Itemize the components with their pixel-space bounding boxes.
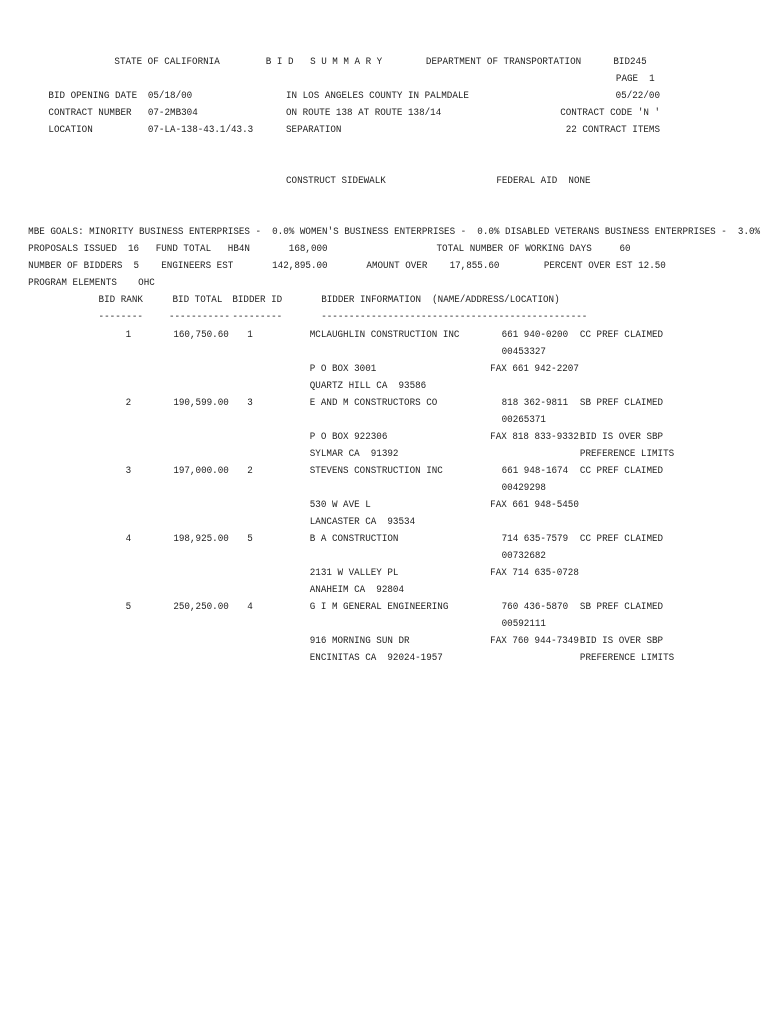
bidder-name: E AND M CONSTRUCTORS CO (309, 397, 438, 409)
preference-status: SB PREF CLAIMED (579, 397, 664, 409)
bidder-fax: FAX 661 948-5450 (490, 499, 579, 511)
preference-note: PREFERENCE LIMITS (579, 448, 675, 460)
bidder-city: QUARTZ HILL CA 93586 (309, 380, 427, 392)
bid-total: 198,925.00 (173, 533, 229, 545)
column-header-total: BID TOTAL (172, 294, 223, 306)
project-description-line-2: ON ROUTE 138 AT ROUTE 138/14 (286, 107, 442, 119)
preference-note: PREFERENCE LIMITS (579, 652, 675, 664)
bidder-phone: 661 940-0200 (501, 329, 569, 341)
page-number: PAGE 1 (615, 73, 655, 85)
bidders-summary: NUMBER OF BIDDERS 5 ENGINEERS EST 142,895.00 AMOUNT OVER 17,855.60 PERCENT OVER EST 12.50 (28, 260, 666, 272)
bidder-address: P O BOX 922306 (309, 431, 388, 443)
bidder-license-number: 00453327 (501, 346, 546, 358)
bidder-city: ANAHEIM CA 92804 (309, 584, 405, 596)
bid-total: 197,000.00 (173, 465, 229, 477)
bidder-id: 5 (247, 533, 253, 545)
contract-number-value: 07-2MB304 (147, 107, 198, 119)
contract-items-count: 22 CONTRACT ITEMS (565, 124, 660, 136)
bidder-license-number: 00429298 (501, 482, 546, 494)
preference-status: CC PREF CLAIMED (579, 465, 664, 477)
preference-status: CC PREF CLAIMED (579, 329, 664, 341)
bid-rank: 5 (125, 601, 132, 613)
bidder-name: STEVENS CONSTRUCTION INC (309, 465, 443, 477)
bidder-phone: 714 635-7579 (501, 533, 569, 545)
bidder-id: 3 (247, 397, 253, 409)
bid-opening-label: BID OPENING DATE (48, 90, 138, 102)
bidder-license-number: 00265371 (501, 414, 546, 426)
bidder-fax: FAX 760 944-7349 (490, 635, 579, 647)
bid-rank: 3 (125, 465, 132, 477)
bid-rank: 4 (125, 533, 132, 545)
column-rule-total: ----------- (168, 311, 230, 323)
preference-note: BID IS OVER SBP (579, 431, 664, 443)
bidder-name: B A CONSTRUCTION (309, 533, 399, 545)
column-header-bidder-info: BIDDER INFORMATION (NAME/ADDRESS/LOCATION) (321, 294, 560, 306)
location-label: LOCATION (48, 124, 93, 136)
preference-note: BID IS OVER SBP (579, 635, 664, 647)
column-rule-rank: -------- (98, 311, 143, 323)
bidder-address: 916 MORNING SUN DR (309, 635, 410, 647)
project-description-line-3: SEPARATION (286, 124, 342, 136)
bidder-id: 4 (247, 601, 253, 613)
federal-aid: FEDERAL AID NONE (496, 175, 591, 187)
bidder-fax: FAX 661 942-2207 (490, 363, 579, 375)
bid-opening-value: 05/18/00 (147, 90, 193, 102)
bidder-city: LANCASTER CA 93534 (309, 516, 416, 528)
bidder-city: SYLMAR CA 91392 (309, 448, 399, 460)
mbe-goals: MBE GOALS: MINORITY BUSINESS ENTERPRISES - 0.0% WOMEN'S BUSINESS ENTERPRISES - 0.0% DISABLED VETERANS BUSINESS ENTERPRISES - 3.0% (28, 226, 761, 238)
bidder-license-number: 00592111 (501, 618, 546, 630)
bidder-name: MCLAUGHLIN CONSTRUCTION INC (309, 329, 460, 341)
report-date: 05/22/00 (615, 90, 660, 102)
report-title: B I D S U M M A R Y (265, 56, 383, 68)
bid-total: 250,250.00 (173, 601, 229, 613)
proposals-issued: PROPOSALS ISSUED 16 FUND TOTAL HB4N 168,000 (28, 243, 328, 255)
column-rule-bidder-id: --------- (232, 311, 283, 323)
report-id: BID245 (613, 56, 647, 68)
bidder-phone: 760 436-5870 (501, 601, 569, 613)
bidder-city: ENCINITAS CA 92024-1957 (309, 652, 443, 664)
bidder-fax: FAX 818 833-9332 (490, 431, 579, 443)
bidder-license-number: 00732682 (501, 550, 546, 562)
bid-total: 190,599.00 (173, 397, 229, 409)
bidder-name: G I M GENERAL ENGINEERING (309, 601, 449, 613)
project-description-line-1: IN LOS ANGELES COUNTY IN PALMDALE (286, 90, 469, 102)
working-days: TOTAL NUMBER OF WORKING DAYS 60 (436, 243, 631, 255)
contract-number-label: CONTRACT NUMBER (48, 107, 132, 119)
bidder-address: P O BOX 3001 (309, 363, 377, 375)
bidder-id: 2 (247, 465, 253, 477)
bidder-phone: 818 362-9811 (501, 397, 569, 409)
bidder-address: 530 W AVE L (309, 499, 371, 511)
bidder-phone: 661 948-1674 (501, 465, 569, 477)
column-rule-bidder-info: ------------------------------------------------ (321, 311, 588, 323)
state-heading: STATE OF CALIFORNIA (114, 56, 220, 68)
bidder-address: 2131 W VALLEY PL (309, 567, 399, 579)
bidder-id: 1 (247, 329, 253, 341)
location-value: 07-LA-138-43.1/43.3 (147, 124, 254, 136)
bidder-fax: FAX 714 635-0728 (490, 567, 579, 579)
bid-total: 160,750.60 (173, 329, 229, 341)
contract-code: CONTRACT CODE 'N ' (560, 107, 660, 119)
preference-status: CC PREF CLAIMED (579, 533, 664, 545)
department-heading: DEPARTMENT OF TRANSPORTATION (425, 56, 582, 68)
work-description: CONSTRUCT SIDEWALK (286, 175, 386, 187)
column-header-bidder-id: BIDDER ID (232, 294, 283, 306)
bid-rank: 2 (125, 397, 132, 409)
column-header-rank: BID RANK (98, 294, 143, 306)
bid-rank: 1 (125, 329, 132, 341)
program-elements-label: PROGRAM ELEMENTS (28, 277, 117, 289)
program-elements-value: OHC (138, 277, 155, 289)
preference-status: SB PREF CLAIMED (579, 601, 664, 613)
